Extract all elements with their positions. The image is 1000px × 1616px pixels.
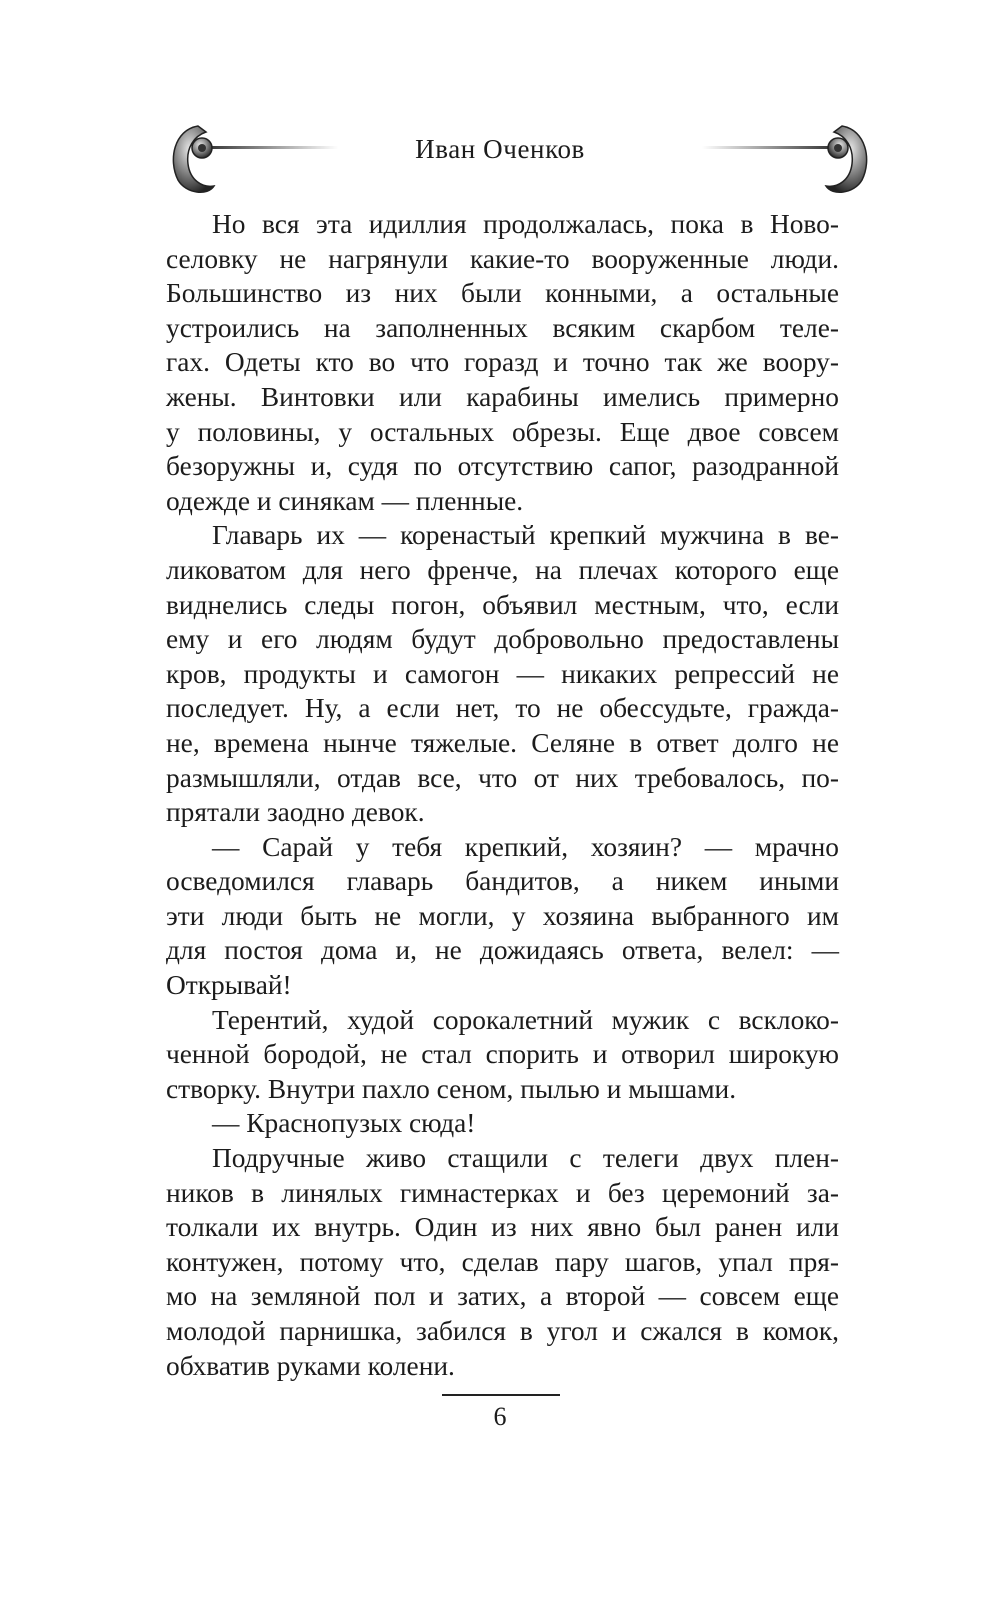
text-line: Главарь их — коренастый крепкий мужчина в ве- — [212, 520, 839, 551]
body-text — [166, 207, 839, 1383]
footer-divider — [442, 1394, 560, 1396]
text-line: ченной бородой, не стал спорить и отворил широкую — [166, 1039, 839, 1070]
text-line: для постоя дома и, не дожидаясь ответа, велел: — — [166, 935, 839, 966]
text-line: не, времена нынче тяжелые. Селяне в ответ долго не — [166, 727, 839, 758]
text-line: последует. Ну, а если нет, то не обессудьте, гражда- — [166, 693, 839, 724]
text-line: ников в линялых гимнастерках и без церемоний за- — [166, 1177, 839, 1208]
page-number: 6 — [493, 1402, 507, 1431]
text-line: прятали заодно девок. — [166, 797, 425, 828]
text-line: — Сарай у тебя крепкий, хозяин? — мрачно — [212, 831, 839, 862]
text-line: осведомился главарь бандитов, а никем иными — [166, 866, 839, 897]
page-header — [0, 110, 1000, 200]
text-line: Открывай! — [166, 970, 292, 1001]
text-line: размышляли, отдав все, что от них требовалось, по- — [166, 762, 839, 793]
text-line: ликоватом для него френче, на плечах которого еще — [166, 554, 839, 585]
text-line: Большинство из них были конными, а остальные — [166, 278, 839, 309]
text-line: селовку не нагрянули какие-то вооруженные люди. — [166, 243, 839, 274]
text-line: мо на земляной пол и затих, а второй — совсем еще — [166, 1281, 839, 1312]
text-line: Подручные живо стащили с телеги двух плен- — [212, 1143, 839, 1174]
running-head-author: Иван Оченков — [415, 134, 585, 164]
text-line: одежде и синякам — пленные. — [166, 485, 524, 516]
text-line: — Краснопузых сюда! — [212, 1108, 476, 1139]
text-line: обхватив руками колени. — [166, 1350, 455, 1381]
text-line: гах. Одеты кто во что горазд и точно так же воору- — [166, 347, 839, 378]
text-line: ему и его людям будут добровольно предоставлены — [166, 624, 839, 655]
text-line: молодой парнишка, забился в угол и сжался в комок, — [166, 1316, 839, 1346]
text-line: створку. Внутри пахло сеном, пылью и мышами. — [166, 1073, 737, 1104]
text-line: безоружны и, судя по отсутствию сапог, разодранной — [166, 451, 839, 482]
text-line: у половины, у остальных обрезы. Еще двое совсем — [166, 416, 839, 447]
text-line: жены. Винтовки или карабины имелись примерно — [166, 381, 839, 412]
text-line: толкали их внутрь. Один из них явно был ранен или — [166, 1212, 839, 1243]
text-line: контужен, потому что, сделав пару шагов, упал пря- — [166, 1246, 839, 1277]
text-line: устроились на заполненных всяким скарбом теле- — [166, 312, 839, 343]
text-line: виднелись следы погон, объявил местным, что, если — [166, 589, 839, 620]
ring-ornament-icon — [702, 120, 872, 200]
text-line: эти люди быть не могли, у хозяина выбранного им — [166, 900, 839, 931]
text-line: кров, продукты и самогон — никаких репрессий не — [166, 658, 839, 689]
text-line: Но вся эта идиллия продолжалась, пока в Ново- — [212, 209, 839, 239]
text-line: Терентий, худой сорокалетний мужик с всклоко- — [212, 1004, 839, 1035]
